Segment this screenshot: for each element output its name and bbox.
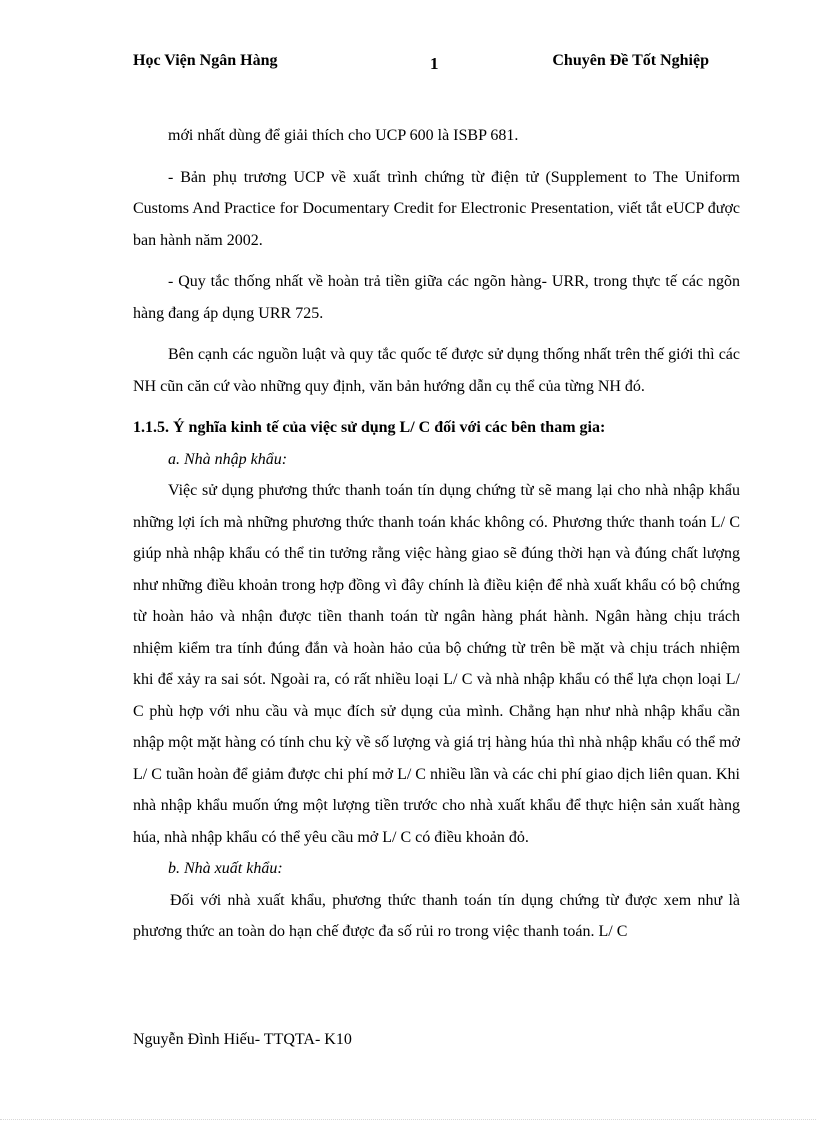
page-footer: Nguyễn Đình Hiếu- TTQTA- K10 [133,1031,352,1048]
header-institution: Học Viện Ngân Hàng [133,52,278,69]
document-body [133,120,740,948]
page-header [133,50,709,76]
paragraph-1: mới nhất dùng để giải thích cho UCP 600 là ISBP 681. [168,127,519,144]
paragraph-2: - Bản phụ trương UCP về xuất trình chứng từ điện tử (Supplement to The Uniform Customs And Practice for Documentary Credit for Electronic Presentation, viết tắt eUCP được ban hành năm 2002. [133,168,740,249]
section-heading: 1.1.5. Ý nghĩa kinh tế của việc sử dụng L/ C đối với các bên tham gia: [133,419,606,436]
page-bottom-divider [0,1119,816,1120]
page-number: 1 [430,54,439,73]
header-document-type: Chuyên Đề Tốt Nghiệp [552,52,709,69]
paragraph-3: - Quy tắc thống nhất về hoàn trả tiền giữa các ngõn hàng- URR, trong thực tế các ngõn hàng đang áp dụng URR 725. [133,273,740,322]
paragraph-exporter: Đối với nhà xuất khẩu, phương thức thanh toán tín dụng chứng từ được xem như là phương thức an toàn do hạn chế được đa số rủi ro trong việc thanh toán. L/ C [133,891,740,940]
paragraph-importer: Việc sử dụng phương thức thanh toán tín dụng chứng từ sẽ mang lại cho nhà nhập khẩu những lợi ích mà những phương thức thanh toán khác không có. Phương thức thanh toán L/ C giúp nhà nhập khẩu có thể tin tưởng rằng việc hàng giao sẽ đúng thời hạn và đúng chất lượng như những điều khoản trong hợp đồng vì đây chính là điều kiện để nhà xuất khẩu có bộ chứng từ hoàn hảo và nhận được tiền thanh toán từ ngân hàng phát hành. Ngân hàng chịu trách nhiệm kiểm tra tính đúng đắn và hoàn hảo của bộ chứng từ trên bề mặt và chịu trách nhiệm khi để xảy ra sai sót. Ngoài ra, có rất nhiều loại L/ C và nhà nhập khẩu có thể lựa chọn loại L/ C phù hợp với nhu cầu và mục đích sử dụng của mình. Chẳng hạn như nhà nhập khẩu cần nhập một mặt hàng có tính chu kỳ về số lượng và giá trị hàng húa thì nhà nhập khẩu có thể mở L/ C tuần hoàn để giảm được chi phí mở L/ C nhiều lần và các chi phí giao dịch liên quan. Khi nhà nhập khẩu muốn ứng một lượng tiền trước cho nhà xuất khẩu để thực hiện sản xuất hàng húa, nhà nhập khẩu có thể yêu cầu mở L/ C có điều khoản đỏ. [133,482,740,846]
subheading-importer: a. Nhà nhập khẩu: [168,450,288,468]
subheading-exporter: b. Nhà xuất khẩu: [168,860,283,877]
paragraph-4: Bên cạnh các nguồn luật và quy tắc quốc tế được sử dụng thống nhất trên thế giới thì các NH cũn căn cứ vào những quy định, văn bản hướng dẫn cụ thể của từng NH đó. [133,346,740,395]
